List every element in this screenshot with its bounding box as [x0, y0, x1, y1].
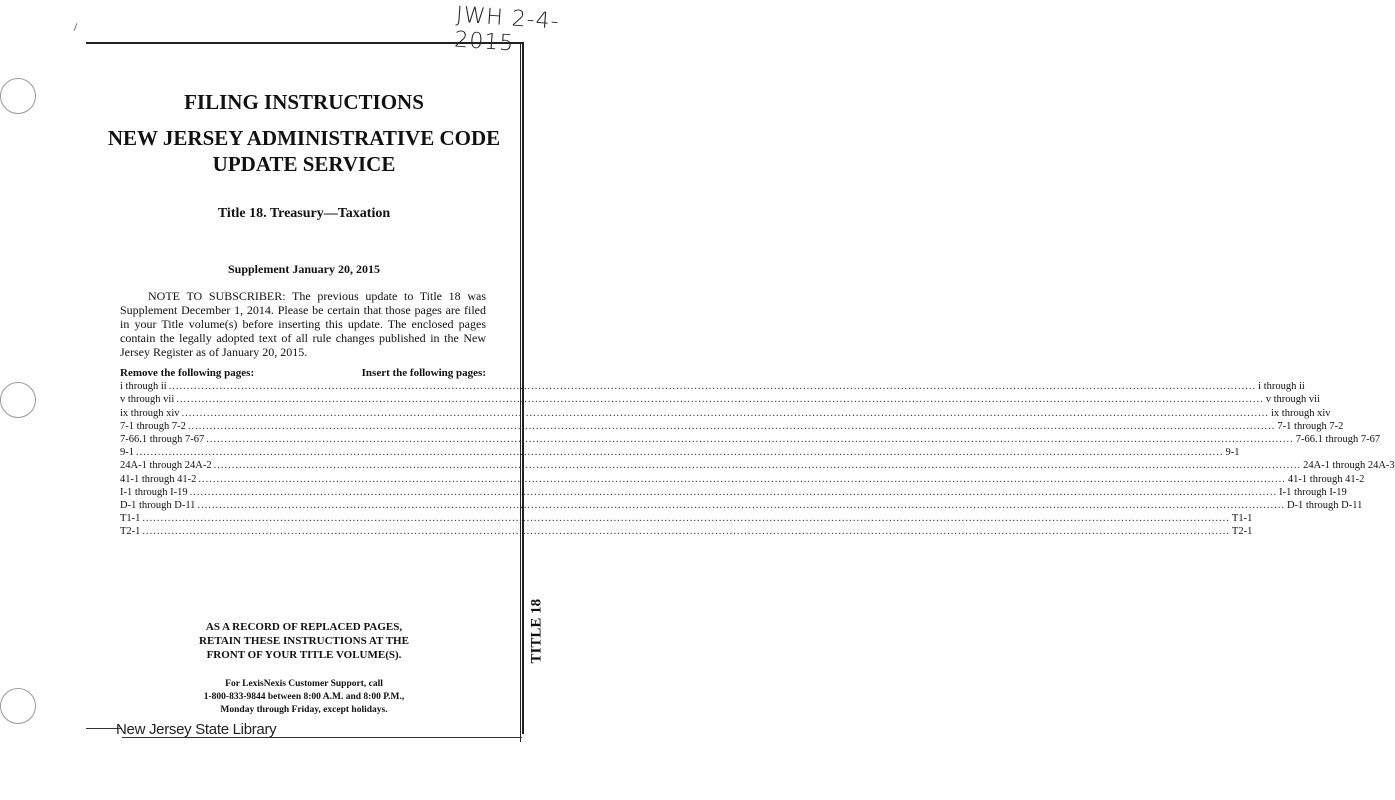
- insert-pages: I-1 through I-19: [1279, 486, 1347, 498]
- subtitle-line-2: UPDATE SERVICE: [212, 152, 396, 176]
- insert-pages: 9-1: [1225, 447, 1240, 459]
- dot-leader: ............................................................................................................................................................................................................................................................................................................: [142, 526, 1230, 538]
- remove-pages: T1-1: [120, 513, 141, 525]
- record-line-1: AS A RECORD OF REPLACED PAGES,: [205, 621, 403, 633]
- spine-title-label: TITLE 18: [528, 598, 545, 664]
- remove-pages: I-1 through I-19: [120, 486, 188, 498]
- note-to-subscriber: NOTE TO SUBSCRIBER: The previous update to Title 18 was Supplement December 1, 2014. Please be certain that those pages are filed in your Title volume(s) before inserting this update. The enclosed pages contain the legally adopted text of all rule changes published in the New Jersey Register as of January 20, 2015.: [120, 289, 486, 359]
- remove-pages: T2-1: [120, 526, 141, 538]
- library-stamp: New Jersey State Library: [116, 721, 277, 738]
- remove-pages: 24A-1 through 24A-2: [120, 460, 212, 472]
- support-line-3: Monday through Friday, except holidays.: [220, 705, 388, 715]
- handwritten-date-note: JWH 2-4-2015: [453, 2, 561, 57]
- list-rows: [120, 380, 1395, 538]
- dot-leader: ............................................................................................................................................................................................................................................................................................................: [197, 500, 1285, 512]
- remove-pages: D-1 through D-11: [120, 500, 196, 512]
- dot-leader: ............................................................................................................................................................................................................................................................................................................: [168, 381, 1257, 393]
- page-row: [120, 446, 1240, 459]
- remove-pages: 7-1 through 7-2: [120, 420, 186, 432]
- dot-leader: ............................................................................................................................................................................................................................................................................................................: [142, 513, 1230, 525]
- page-row: [120, 486, 1347, 499]
- page-row: [120, 407, 1331, 420]
- dot-leader: ............................................................................................................................................................................................................................................................................................................: [213, 460, 1302, 472]
- list-header: [120, 367, 486, 380]
- record-line-2: RETAIN THESE INSTRUCTIONS AT THE: [199, 635, 409, 647]
- insert-pages: 7-66.1 through 7-67: [1295, 434, 1381, 446]
- insert-pages: i through ii: [1258, 381, 1305, 393]
- page-replacement-list: [120, 367, 1395, 539]
- remove-pages: 9-1: [120, 447, 134, 459]
- customer-support-info: [86, 678, 522, 717]
- dot-leader: ............................................................................................................................................................................................................................................................................................................: [189, 486, 1278, 498]
- insert-pages: D-1 through D-11: [1286, 500, 1363, 512]
- remove-pages: 41-1 through 41-2: [120, 473, 197, 485]
- page-row: [120, 393, 1320, 406]
- subtitle-line-1: NEW JERSEY ADMINISTRATIVE CODE: [107, 126, 501, 150]
- dot-leader: ............................................................................................................................................................................................................................................................................................................: [176, 394, 1264, 406]
- remove-pages: 7-66.1 through 7-67: [120, 434, 205, 446]
- insert-pages: v through vii: [1265, 394, 1320, 406]
- binder-hole-bottom: [0, 688, 36, 724]
- insert-pages: 24A-1 through 24A-3: [1303, 460, 1395, 472]
- insert-pages: ix through xiv: [1271, 407, 1331, 419]
- remove-pages: i through ii: [120, 381, 167, 393]
- dot-leader: ............................................................................................................................................................................................................................................................................................................: [181, 407, 1269, 419]
- remove-pages: v through vii: [120, 394, 175, 406]
- document-title: FILING INSTRUCTIONS: [184, 90, 424, 114]
- page-row: [120, 459, 1395, 472]
- dot-leader: ............................................................................................................................................................................................................................................................................................................: [198, 473, 1286, 485]
- dot-leader: ............................................................................................................................................................................................................................................................................................................: [187, 420, 1276, 432]
- dot-leader: ............................................................................................................................................................................................................................................................................................................: [206, 434, 1294, 446]
- support-line-2: 1-800-833-9844 between 8:00 A.M. and 8:00 P.M.,: [203, 692, 405, 702]
- insert-pages: 41-1 through 41-2: [1287, 473, 1365, 485]
- dot-leader: ............................................................................................................................................................................................................................................................................................................: [136, 447, 1224, 459]
- page-row: [120, 525, 1253, 538]
- remove-pages: ix through xiv: [120, 407, 180, 419]
- page-row: [120, 380, 1305, 393]
- page-row: [120, 433, 1381, 446]
- insert-pages: 7-1 through 7-2: [1277, 420, 1344, 432]
- page-row: [120, 512, 1253, 525]
- page-row: [120, 473, 1365, 486]
- binder-hole-middle: [0, 382, 36, 418]
- binder-hole-top: [0, 78, 36, 114]
- supplement-date: Supplement January 20, 2015: [227, 262, 381, 276]
- insert-pages: T2-1: [1231, 526, 1253, 538]
- page-row: [120, 499, 1363, 512]
- record-instructions: [86, 620, 522, 662]
- page-row: [120, 420, 1344, 433]
- remove-header: Remove the following pages:: [120, 367, 255, 379]
- support-line-1: For LexisNexis Customer Support, call: [225, 679, 383, 689]
- insert-pages: T1-1: [1231, 513, 1253, 525]
- section-title: Title 18. Treasury—Taxation: [217, 206, 391, 221]
- insert-header: Insert the following pages:: [361, 367, 486, 379]
- document-subtitle: [86, 125, 522, 177]
- record-line-3: FRONT OF YOUR TITLE VOLUME(S).: [206, 649, 402, 661]
- pen-mark: [74, 23, 78, 31]
